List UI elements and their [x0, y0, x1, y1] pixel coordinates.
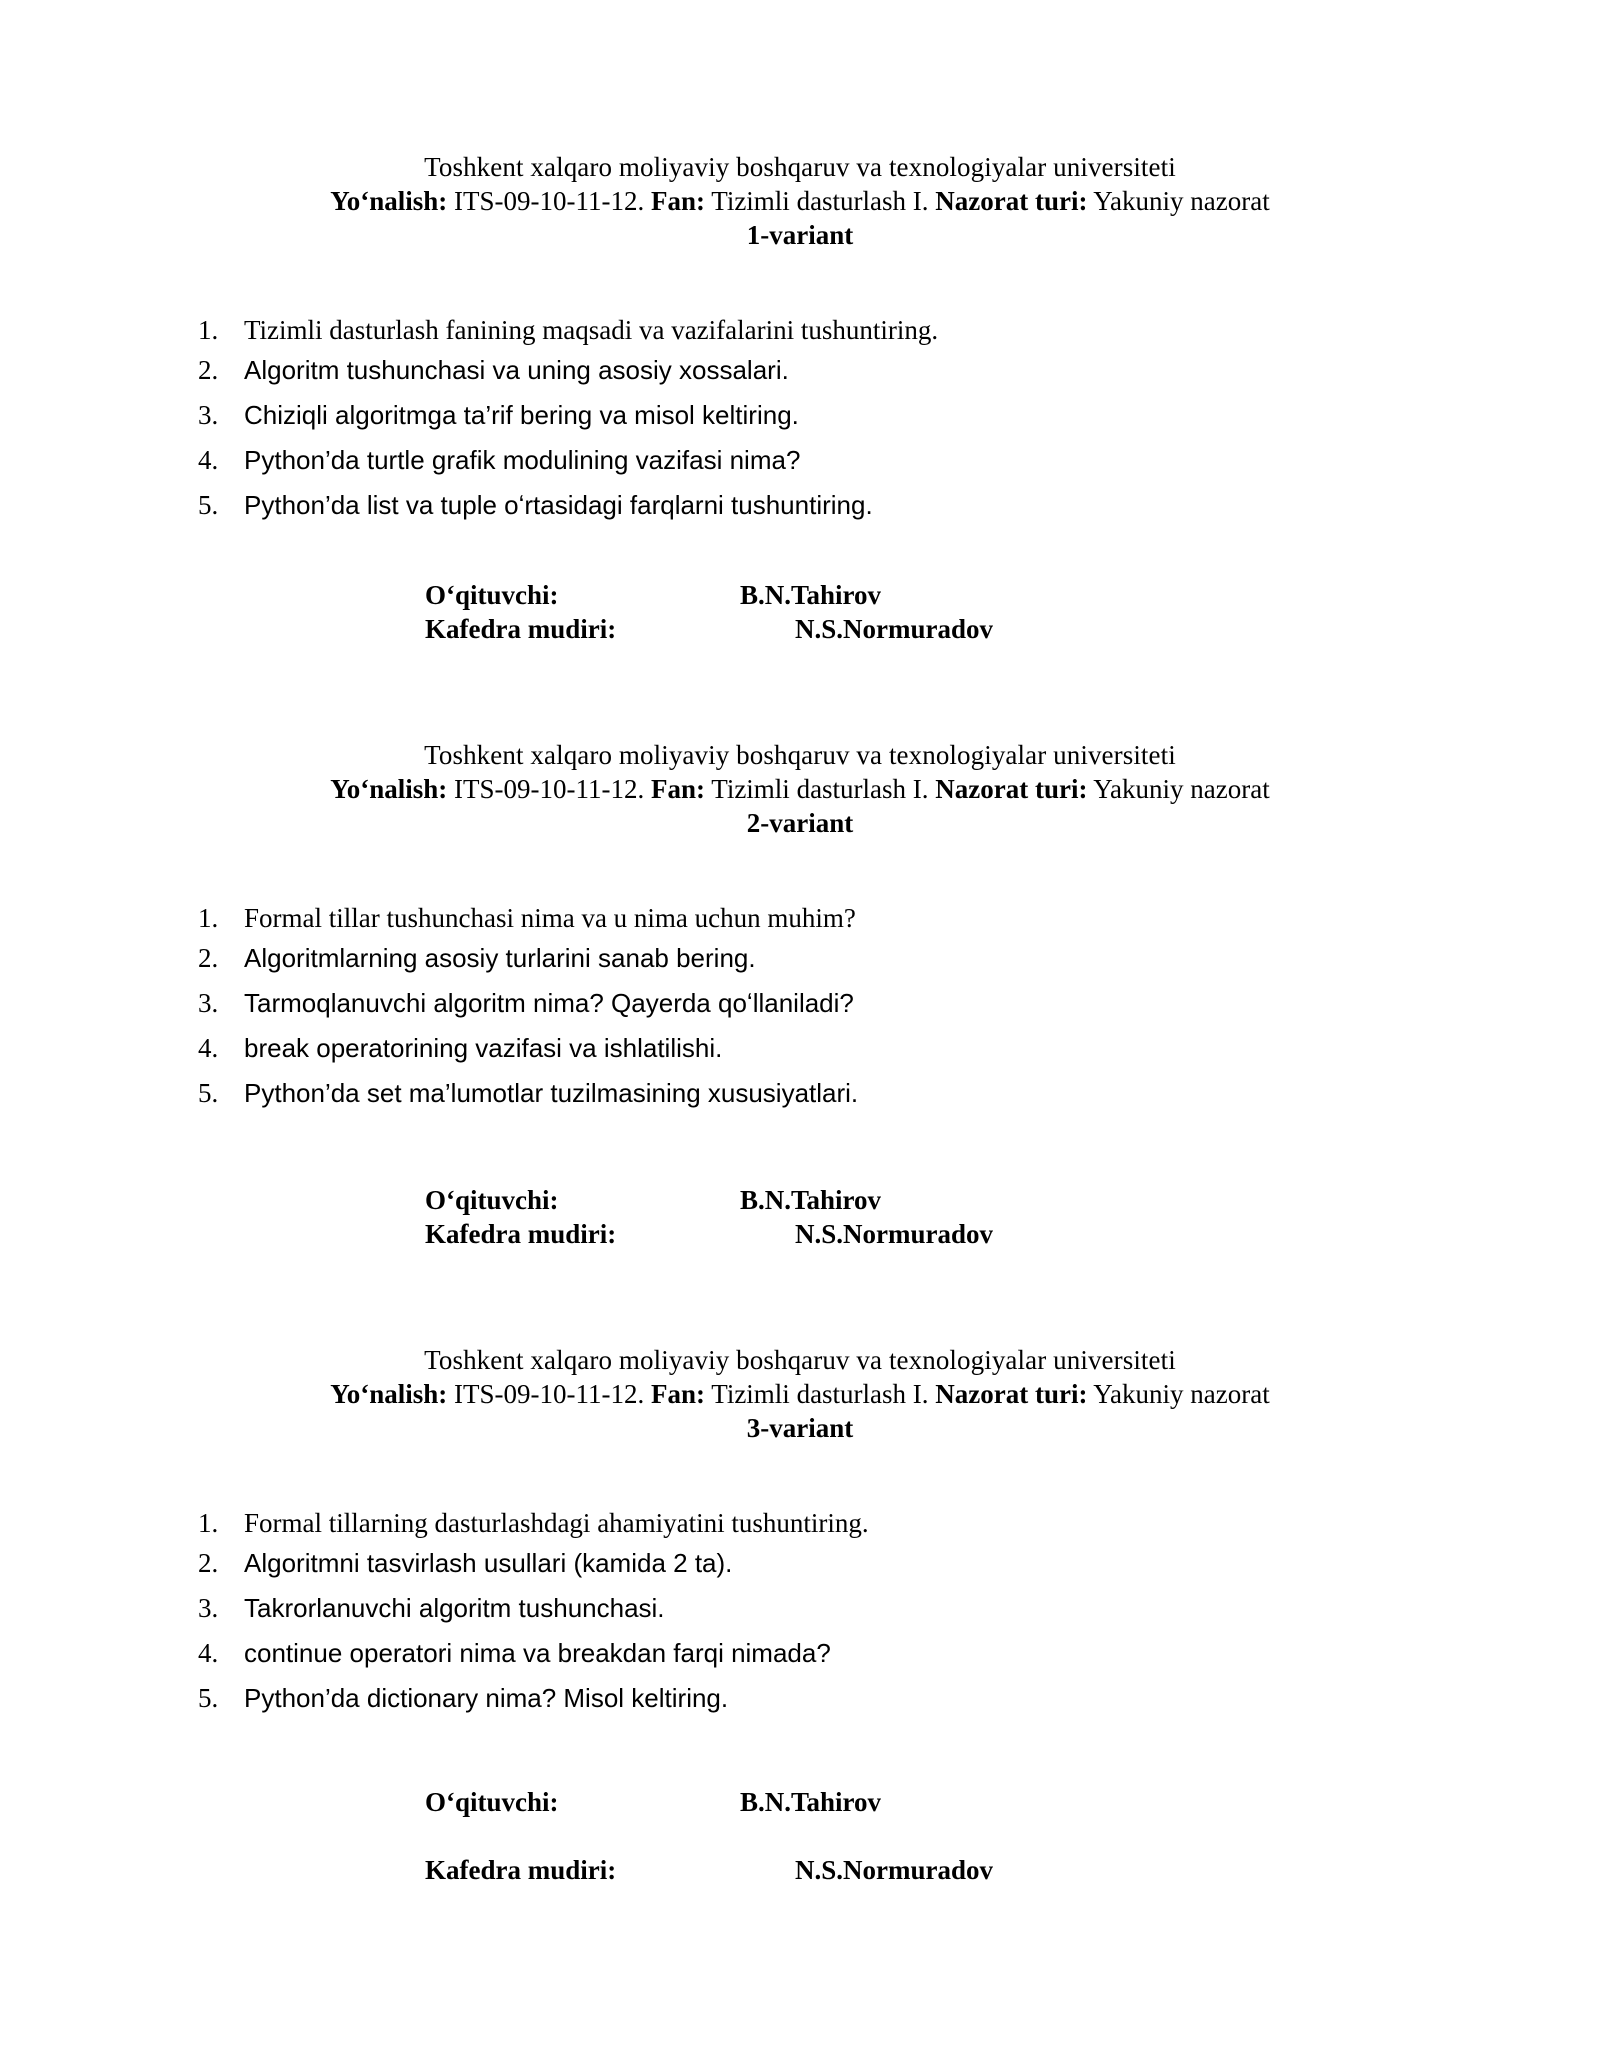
question-number: 2. — [198, 355, 219, 385]
subject-label: Fan: — [651, 1379, 706, 1409]
question-item — [192, 354, 1408, 387]
teacher-label: Oʻqituvchi: — [425, 1185, 559, 1215]
question-text: Python’da dictionary nima? Misol keltiring. — [244, 1683, 729, 1713]
question-text: Tizimli dasturlash fanining maqsadi va vazifalarini tushuntiring. — [244, 315, 939, 345]
question-item — [192, 1637, 1408, 1670]
question-item — [192, 902, 1408, 935]
question-item — [192, 489, 1408, 522]
direction-value: ITS-09-10-11-12. — [447, 1379, 652, 1409]
question-text: break operatorining vazifasi va ishlatilishi. — [244, 1033, 723, 1063]
question-list-3 — [192, 1507, 1408, 1715]
subject-label: Fan: — [651, 186, 706, 216]
head-name: N.S.Normuradov — [795, 614, 994, 644]
question-number: 1. — [198, 1508, 219, 1538]
question-text: Takrorlanuvchi algoritm tushunchasi. — [244, 1593, 665, 1623]
question-number: 2. — [198, 943, 219, 973]
question-item — [192, 1077, 1408, 1110]
teacher-name: B.N.Tahirov — [740, 580, 882, 610]
exam-type-value: Yakuniy nazorat — [1087, 774, 1270, 804]
exam-type-label: Nazorat turi: — [935, 1379, 1088, 1409]
subject-value: Tizimli dasturlash I. — [705, 774, 936, 804]
question-number: 3. — [198, 1593, 219, 1623]
signature-row-teacher — [192, 578, 1408, 612]
question-item — [192, 942, 1408, 975]
question-item — [192, 1032, 1408, 1065]
variant-block-2 — [192, 646, 1408, 1251]
question-item — [192, 399, 1408, 432]
university-name: Toshkent xalqaro moliyaviy boshqaruv va texnologiyalar universiteti — [424, 740, 1176, 770]
question-item — [192, 1507, 1408, 1540]
subject-label: Fan: — [651, 774, 706, 804]
university-name: Toshkent xalqaro moliyaviy boshqaruv va texnologiyalar universiteti — [424, 152, 1176, 182]
variant-block-3 — [192, 1251, 1408, 1887]
exam-type-label: Nazorat turi: — [935, 186, 1088, 216]
question-text: Formal tillar tushunchasi nima va u nima uchun muhim? — [244, 903, 856, 933]
question-number: 5. — [198, 1078, 219, 1108]
question-number: 4. — [198, 1638, 219, 1668]
signature-block-3 — [192, 1785, 1408, 1887]
question-number: 2. — [198, 1548, 219, 1578]
question-text: Python’da list va tuple oʻrtasidagi farqlarni tushuntiring. — [244, 490, 873, 520]
question-item — [192, 314, 1408, 347]
variant-title: 2-variant — [746, 808, 854, 838]
question-list-1 — [192, 314, 1408, 522]
variant-title: 3-variant — [746, 1413, 854, 1443]
question-number: 3. — [198, 400, 219, 430]
university-name: Toshkent xalqaro moliyaviy boshqaruv va texnologiyalar universiteti — [424, 1345, 1176, 1375]
head-label: Kafedra mudiri: — [425, 1219, 617, 1249]
question-item — [192, 1682, 1408, 1715]
signature-row-teacher — [192, 1183, 1408, 1217]
variant-title: 1-variant — [746, 220, 854, 250]
block-header-2 — [192, 738, 1408, 840]
question-number: 1. — [198, 315, 219, 345]
question-text: Algoritmni tasvirlash usullari (kamida 2 ta). — [244, 1548, 733, 1578]
signature-row-head — [192, 1217, 1408, 1251]
teacher-label: Oʻqituvchi: — [425, 580, 559, 610]
question-text: Python’da turtle grafik modulining vazifasi nima? — [244, 445, 801, 475]
direction-label: Yoʻnalish: — [330, 774, 448, 804]
signature-row-head — [192, 612, 1408, 646]
exam-type-value: Yakuniy nazorat — [1087, 186, 1270, 216]
head-label: Kafedra mudiri: — [425, 1855, 617, 1885]
teacher-name: B.N.Tahirov — [740, 1787, 882, 1817]
direction-value: ITS-09-10-11-12. — [447, 186, 652, 216]
block-header-1 — [192, 150, 1408, 252]
question-text: Algoritmlarning asosiy turlarini sanab bering. — [244, 943, 756, 973]
question-text: Python’da set ma’lumotlar tuzilmasining xususiyatlari. — [244, 1078, 859, 1108]
signature-block-2 — [192, 1183, 1408, 1251]
subject-value: Tizimli dasturlash I. — [705, 1379, 936, 1409]
question-text: continue operatori nima va breakdan farqi nimada? — [244, 1638, 831, 1668]
question-number: 4. — [198, 445, 219, 475]
direction-value: ITS-09-10-11-12. — [447, 774, 652, 804]
variant-block-1 — [192, 0, 1408, 646]
direction-label: Yoʻnalish: — [330, 1379, 448, 1409]
exam-type-label: Nazorat turi: — [935, 774, 1088, 804]
signature-row-head — [192, 1853, 1408, 1887]
question-list-2 — [192, 902, 1408, 1110]
question-number: 3. — [198, 988, 219, 1018]
teacher-label: Oʻqituvchi: — [425, 1787, 559, 1817]
exam-meta-line — [192, 184, 1408, 218]
question-number: 1. — [198, 903, 219, 933]
signature-row-teacher — [192, 1785, 1408, 1819]
exam-meta-line — [192, 1377, 1408, 1411]
teacher-name: B.N.Tahirov — [740, 1185, 882, 1215]
question-item — [192, 444, 1408, 477]
block-header-3 — [192, 1343, 1408, 1445]
question-text: Algoritm tushunchasi va uning asosiy xossalari. — [244, 355, 789, 385]
question-text: Tarmoqlanuvchi algoritm nima? Qayerda qoʻllaniladi? — [244, 988, 854, 1018]
head-name: N.S.Normuradov — [795, 1219, 994, 1249]
exam-type-value: Yakuniy nazorat — [1087, 1379, 1270, 1409]
question-text: Formal tillarning dasturlashdagi ahamiyatini tushuntiring. — [244, 1508, 869, 1538]
question-number: 5. — [198, 1683, 219, 1713]
question-item — [192, 987, 1408, 1020]
direction-label: Yoʻnalish: — [330, 186, 448, 216]
signature-block-1 — [192, 578, 1408, 646]
head-label: Kafedra mudiri: — [425, 614, 617, 644]
question-item — [192, 1592, 1408, 1625]
question-item — [192, 1547, 1408, 1580]
question-number: 5. — [198, 490, 219, 520]
question-number: 4. — [198, 1033, 219, 1063]
exam-meta-line — [192, 772, 1408, 806]
subject-value: Tizimli dasturlash I. — [705, 186, 936, 216]
question-text: Chiziqli algoritmga ta’rif bering va misol keltiring. — [244, 400, 799, 430]
head-name: N.S.Normuradov — [795, 1855, 994, 1885]
